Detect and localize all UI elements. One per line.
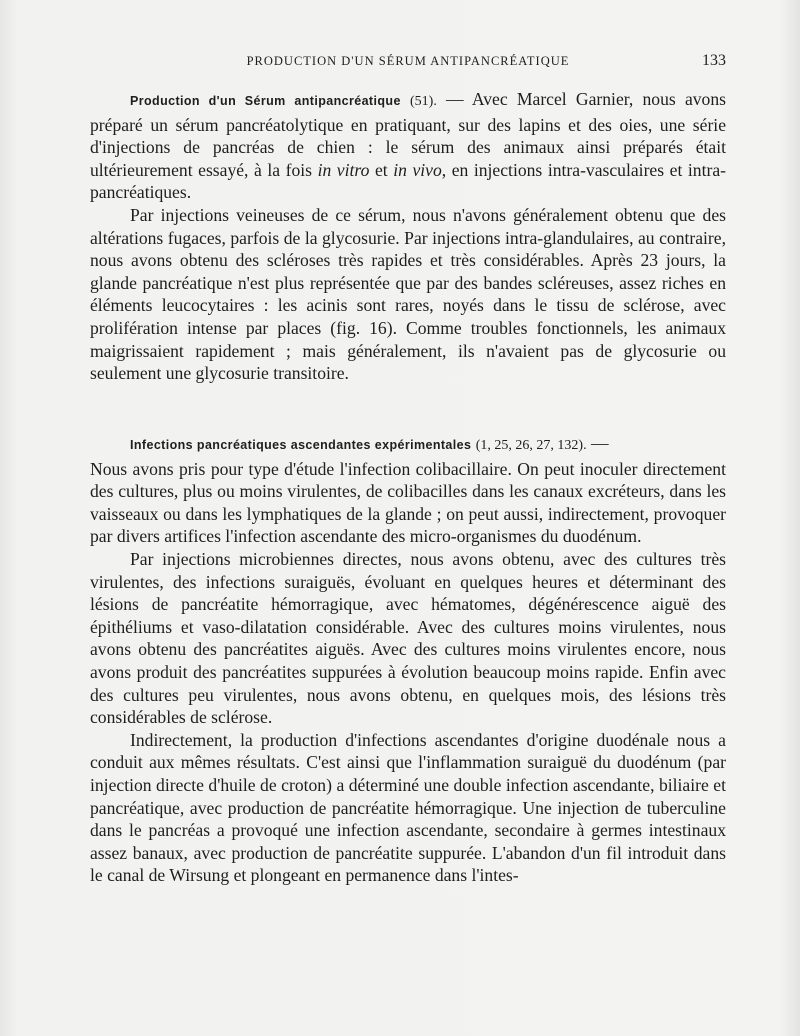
page-number: 133 [702,52,726,69]
section-infections-ascendantes [90,432,726,887]
section2-title: Infections pancréatiques ascendantes expérimentales [130,438,472,452]
section2-paragraph-1: Nous avons pris pour type d'étude l'infection colibacillaire. On peut inoculer directement des cultures, plus ou moins virulentes, de colibacilles dans les canaux excréteurs, dans les vaisseaux ou dans les lymphatiques de la glande ; on peut aussi, indirectement, provoquer par divers artifices l'infection ascendante des micro-organismes du duodénum. [90,458,726,547]
section2-paragraph-3: Indirectement, la production d'infections ascendantes d'origine duodénale nous a conduit aux mêmes résultats. C'est ainsi que l'inflammation suraiguë du duodénum (par injection directe d'huile de croton) a déterminé une double infection ascendante, biliaire et pancréatique, avec production de pancréatite hémorragique. Une injection de tuberculine dans le pancréas a provoqué une infection ascendante, secondaire à germes intestinaux assez banaux, avec production de pancréatite suppurée. L'abandon d'un fil introduit dans le canal de Wirsung et plongeant en permanence dans l'intes- [90,729,726,886]
section1-paragraph-1 [90,88,726,204]
section-serum-antipancreatique [90,88,726,385]
section1-p1-end: , en injections intra-vasculaires et intra-pancréatiques. [90,159,726,203]
section1-title: Production d'un Sérum antipancréatique [130,94,401,108]
section1-p1-mid: et [369,159,394,180]
section2-refs: (1, 25, 26, 27, 132). [475,438,587,453]
section2-heading [90,432,726,458]
running-title: PRODUCTION D'UN SÉRUM ANTIPANCRÉATIQUE [246,54,570,68]
section1-dash: — [436,89,472,109]
running-head [90,52,726,74]
section1-p1-start: Avec Marcel Garnier, nous avons préparé un sérum pancréatolytique en pratiquant, sur des lapins et des oies, une série d'injections de pancréas de chien : le sérum des animaux ainsi préparés était ultérieurement essayé, à la fois [90,89,726,180]
section2-paragraph-2: Par injections microbiennes directes, nous avons obtenu, avec des cultures très virulentes, des infections suraiguës, évoluant en quelques heures et déterminant des lésions de pancréatite hémorragique, avec hématomes, dégénérescence aiguë des épithéliums et vaso-dilatation considérable. Avec des cultures moins virulentes, nous avons obtenu des pancréatites aiguës. Avec des cultures moins virulentes encore, nous avons produit des pancréatites suppurées à évolution beaucoup moins rapide. Enfin avec des cultures peu virulentes, nous avons obtenu, en quelques mois, des lésions très considérables de sclérose. [90,548,726,728]
section1-italic-in-vitro: in vitro [317,159,370,180]
section1-paragraph-2: Par injections veineuses de ce sérum, nous n'avons généralement obtenu que des altérations fugaces, parfois de la glycosurie. Par injections intra-glandulaires, au contraire, nous avons obtenu des scléroses très rapides et très considérables. Après 23 jours, la glande pancréatique n'est plus représentée que par des bandes scléreuses, assez riches en éléments leucocytaires : les acinis sont rares, noyés dans le tissu de sclérose, avec prolifération intense par places (fig. 16). Comme troubles fonctionnels, les animaux maigrissaient rapidement ; mais généralement, ils n'avaient pas de glycosurie ou seulement une glycosurie transitoire. [90,204,726,384]
section1-italic-in-vivo: in vivo [393,159,442,180]
section2-dash: — [586,433,609,453]
section1-refs: (51). [410,94,437,109]
